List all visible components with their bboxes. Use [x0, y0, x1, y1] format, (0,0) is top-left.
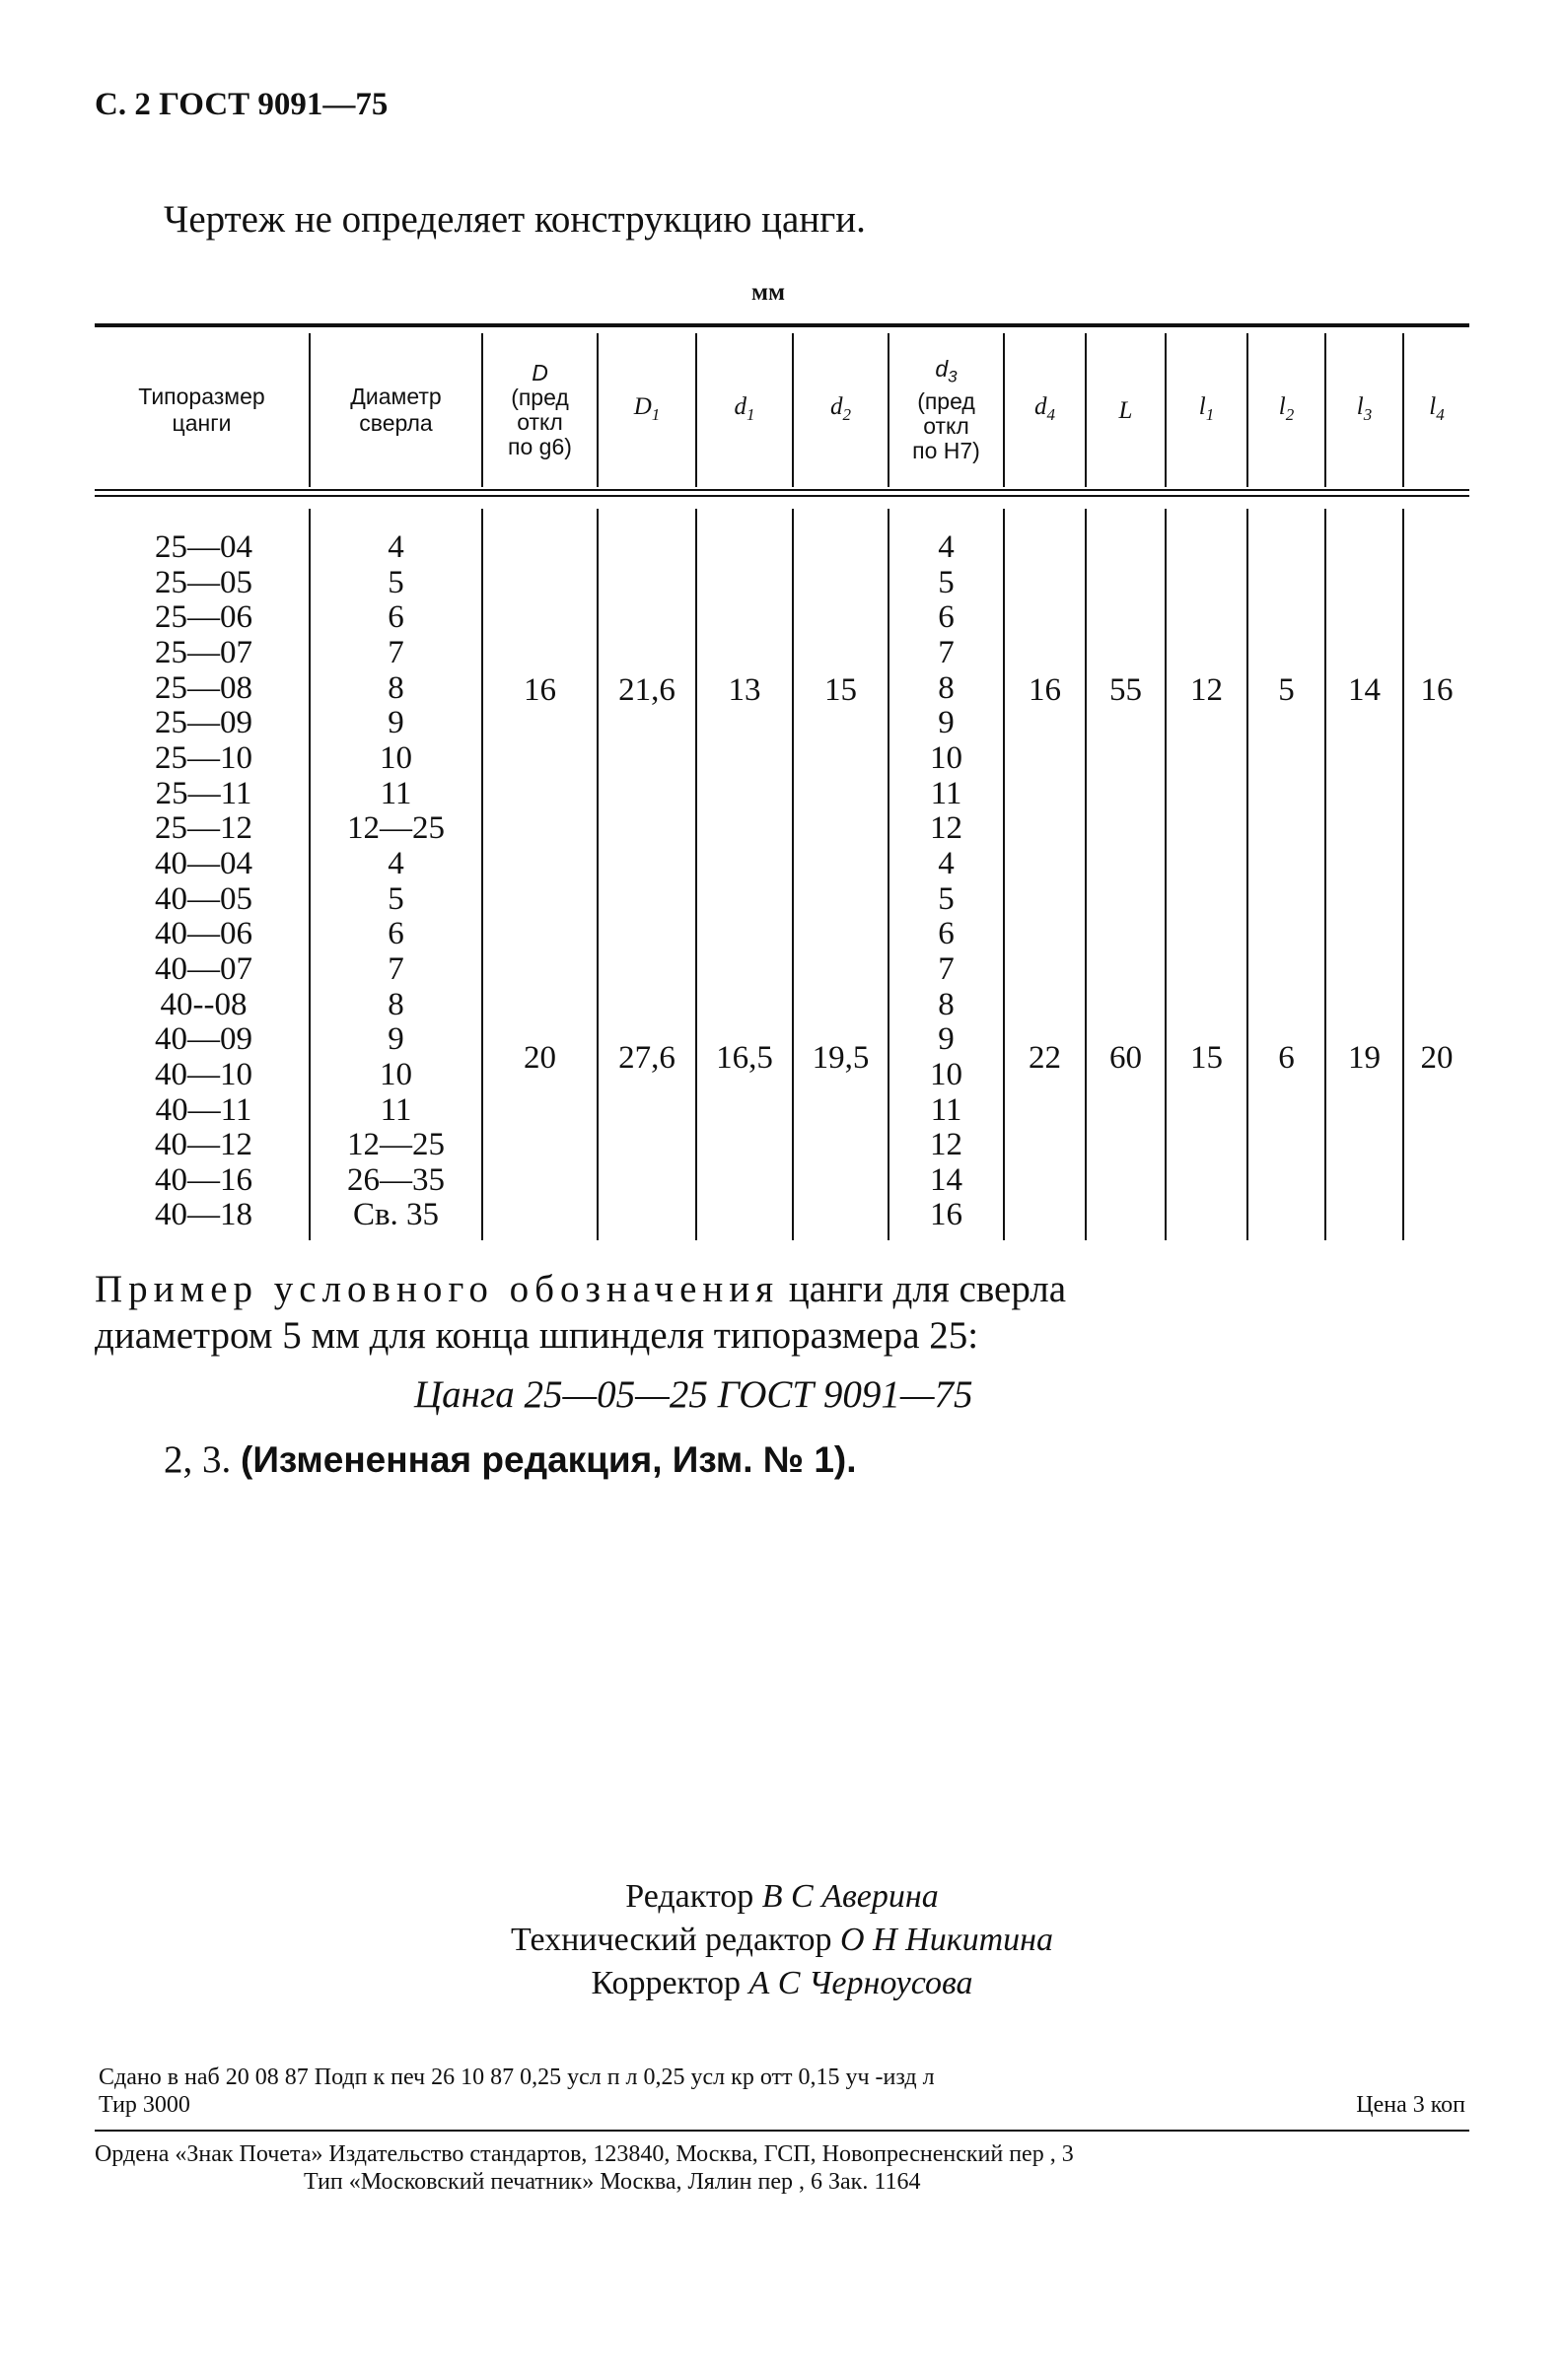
cell-drill: 6 [388, 599, 404, 636]
cell-d3: 9 [938, 1021, 955, 1058]
cell-drill: 9 [388, 705, 404, 741]
page-header: С. 2 ГОСТ 9091—75 [95, 87, 389, 122]
cell-drill: 11 [380, 775, 412, 811]
cell-l2: 5 [1278, 672, 1295, 708]
cell-drill: Св. 35 [352, 1197, 440, 1233]
unit-label: мм [751, 279, 786, 306]
header-L: L [1118, 396, 1133, 424]
cell-size: 25—10 [155, 739, 252, 776]
cell-d3: 6 [938, 916, 955, 952]
cell-l2: 6 [1278, 1040, 1295, 1076]
cell-size: 40—18 [155, 1197, 252, 1233]
cell-d3: 4 [938, 845, 955, 881]
cell-d4: 16 [1029, 672, 1061, 708]
cell-d3: 16 [930, 1197, 962, 1233]
cell-size: 25—04 [155, 529, 252, 565]
cell-d3: 6 [938, 599, 955, 636]
cell-drill: 10 [380, 1056, 412, 1092]
amendment-bold: (Измененная редакция, Изм. № 1). [241, 1439, 857, 1480]
cell-d3: 10 [930, 739, 962, 776]
cell-size: 25—12 [155, 810, 252, 847]
header-l2: $l_2$ [1278, 392, 1295, 424]
cell-drill: 12—25 [347, 1127, 445, 1163]
cell-d3: 9 [938, 705, 955, 741]
cell-drill: 5 [388, 564, 404, 600]
cell-d2: 19,5 [812, 1040, 870, 1076]
cell-d3: 5 [938, 880, 955, 917]
cell-drill: 7 [388, 634, 404, 670]
amendment-prefix: 2, 3. [164, 1438, 232, 1481]
credit-corrector: Корректор А С Черноусова [591, 1965, 973, 2001]
imprint-publisher: Ордена «Знак Почета» Издательство стандартов, 123840, Москва, ГСП, Новопресненский пер , 3 [95, 2141, 1074, 2167]
header-l4: $l_4$ [1429, 392, 1445, 424]
imprint-price: Цена 3 коп [1356, 2092, 1465, 2118]
cell-d3: 7 [938, 634, 955, 670]
credit-tech-editor: Технический редактор О Н Никитина [510, 1922, 1054, 1958]
cell-size: 25—07 [155, 634, 252, 670]
cell-drill: 5 [388, 880, 404, 917]
column-size-values [99, 530, 309, 1233]
credit-editor: Редактор В С Аверина [625, 1878, 939, 1915]
example-spaced-text: Пример условного обозначения [95, 1268, 780, 1310]
cell-drill: 4 [388, 845, 404, 881]
imprint-printer: Тип «Московский печатник» Москва, Лялин пер , 6 Зак. 1164 [304, 2169, 921, 2195]
cell-d3: 12 [930, 810, 962, 847]
header-d3: $d_3$ (пред откл по H7) [912, 356, 980, 463]
cell-drill: 8 [388, 986, 404, 1022]
cell-drill: 12—25 [347, 810, 445, 847]
cell-drill: 9 [388, 1021, 404, 1058]
cell-drill: 6 [388, 916, 404, 952]
cell-drill: 11 [380, 1091, 412, 1128]
example-line2: диаметром 5 мм для конца шпинделя типоразмера 25: [95, 1314, 979, 1357]
imprint-line-1: Сдано в наб 20 08 87 Подп к печ 26 10 87 0,25 усл п л 0,25 усл кр отт 0,15 уч -изд л [99, 2065, 935, 2090]
cell-D1: 27,6 [618, 1040, 675, 1076]
column-drill-values [311, 530, 481, 1233]
example-paragraph [95, 1266, 1469, 1359]
cell-size: 40—16 [155, 1161, 252, 1198]
header-d1: $d_1$ [734, 392, 755, 424]
cell-d4: 22 [1029, 1040, 1061, 1076]
cell-d3: 12 [930, 1127, 962, 1163]
cell-size: 40—10 [155, 1056, 252, 1092]
intro-text: Чертеж не определяет конструкцию цанги. [164, 198, 866, 241]
header-d2: $d_2$ [830, 392, 851, 424]
cell-size: 40—07 [155, 950, 252, 987]
cell-size: 25—08 [155, 669, 252, 706]
header-l1: $l_1$ [1198, 392, 1215, 424]
cell-size: 25—05 [155, 564, 252, 600]
imprint-rule [95, 2130, 1469, 2132]
header-l3: $l_3$ [1356, 392, 1373, 424]
header-D: D (пред откл по g6) [508, 360, 572, 459]
cell-d1: 13 [728, 672, 761, 708]
cell-size: 25—06 [155, 599, 252, 636]
cell-d3: 4 [938, 529, 955, 565]
cell-d1: 16,5 [716, 1040, 773, 1076]
cell-drill: 26—35 [347, 1161, 445, 1198]
header-drill: Диаметр сверла [350, 384, 442, 436]
header-D1: $D_1$ [633, 392, 661, 424]
cell-drill: 8 [388, 669, 404, 706]
cell-size: 40—09 [155, 1021, 252, 1058]
cell-size: 40--08 [160, 986, 248, 1022]
cell-d3: 5 [938, 564, 955, 600]
cell-D1: 21,6 [618, 672, 675, 708]
cell-D: 16 [524, 672, 556, 708]
table-top-rule [95, 323, 1469, 327]
cell-d3: 8 [938, 669, 955, 706]
cell-l4: 16 [1420, 672, 1454, 708]
imprint-print-run: Тир 3000 [99, 2092, 190, 2118]
cell-d3: 11 [930, 1091, 962, 1128]
header-size: Типоразмер цанги [138, 384, 265, 436]
cell-l1: 12 [1190, 672, 1223, 708]
cell-size: 25—09 [155, 705, 252, 741]
cell-size: 40—11 [155, 1091, 252, 1128]
example-designation: Цанга 25—05—25 ГОСТ 9091—75 [414, 1373, 973, 1416]
cell-drill: 7 [388, 950, 404, 987]
cell-size: 40—04 [155, 845, 252, 881]
cell-l3: 19 [1348, 1040, 1381, 1076]
cell-d2: 15 [824, 672, 857, 708]
amendment-note [164, 1437, 857, 1482]
cell-d3: 14 [930, 1161, 962, 1198]
cell-l3: 14 [1348, 672, 1381, 708]
cell-l4: 20 [1420, 1040, 1454, 1076]
cell-size: 25—11 [155, 775, 252, 811]
cell-drill: 10 [380, 739, 412, 776]
header-bottom-rule [95, 489, 1469, 491]
cell-L: 60 [1109, 1040, 1142, 1076]
cell-size: 40—12 [155, 1127, 252, 1163]
cell-d3: 11 [930, 775, 962, 811]
cell-drill: 4 [388, 529, 404, 565]
cell-size: 40—06 [155, 916, 252, 952]
header-d4: $d_4$ [1034, 392, 1055, 424]
header-bottom-rule-2 [95, 495, 1469, 497]
column-d3-values [889, 530, 1003, 1233]
cell-d3: 7 [938, 950, 955, 987]
cell-l1: 15 [1190, 1040, 1223, 1076]
example-line1-rest: цанги для сверла [779, 1268, 1067, 1310]
cell-D: 20 [524, 1040, 556, 1076]
cell-L: 55 [1109, 672, 1142, 708]
cell-d3: 10 [930, 1056, 962, 1092]
cell-d3: 8 [938, 986, 955, 1022]
cell-size: 40—05 [155, 880, 252, 917]
